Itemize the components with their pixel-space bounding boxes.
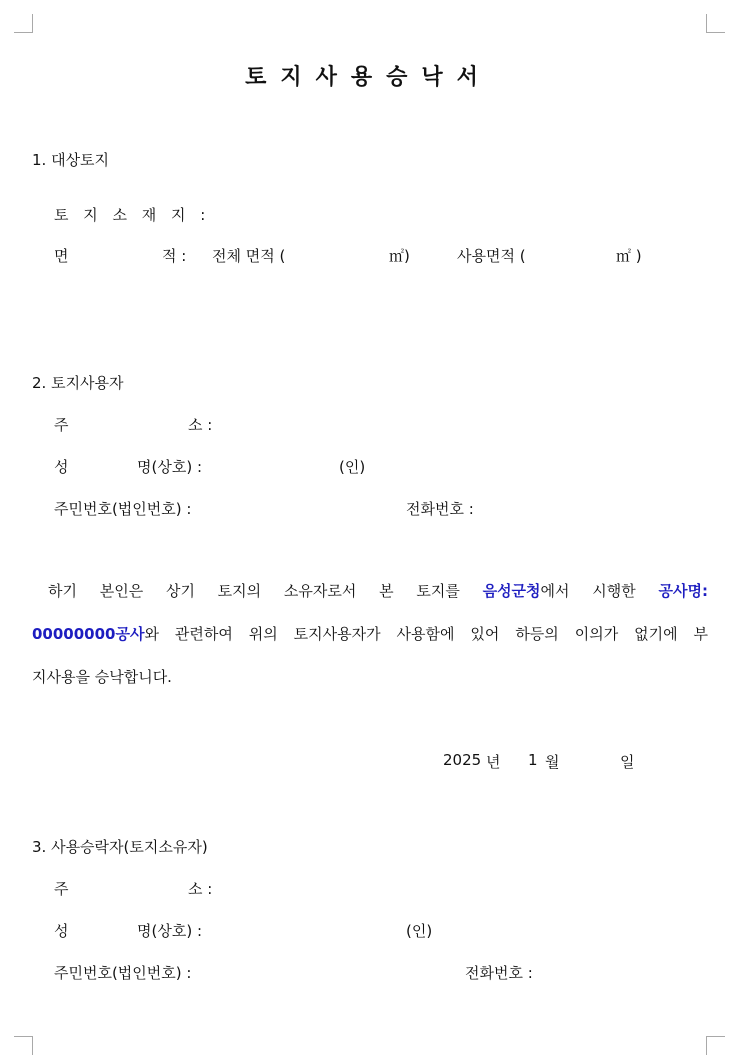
user-phone-label: 전화번호 : [406, 500, 474, 518]
consent-line-1 [32, 570, 708, 613]
document-title: 토지사용승낙서 [245, 65, 492, 90]
agency-name: 음성군청 [482, 582, 541, 600]
project-label: 공사명: [658, 582, 708, 600]
user-address-label-left: 주 [54, 416, 69, 434]
date-month: 1 [528, 751, 538, 769]
total-area-unit: ㎡) [389, 247, 410, 265]
user-name-label-right: 명(상호) : [137, 458, 202, 476]
consent-text-part: 와 관련하여 위의 토지사용자가 사용함에 있어 하등의 이의가 없기에 부 [144, 625, 708, 643]
project-name: 00000000공사 [32, 625, 145, 643]
page-corner-mark-bottom-left [14, 1036, 33, 1055]
date-year-label: 년 [486, 753, 501, 771]
land-location-label: 토 지 소 재 지 : [54, 206, 211, 224]
owner-address-label-right: 소 : [188, 880, 213, 898]
area-label-right: 적 : [162, 247, 187, 265]
owner-address-label-left: 주 [54, 880, 69, 898]
consent-text-part: 에서 시행한 [540, 582, 659, 600]
section2-heading: 2. 토지사용자 [32, 374, 124, 392]
page-corner-mark-bottom-right [706, 1036, 725, 1055]
user-id-number-label: 주민번호(법인번호) : [54, 500, 192, 518]
date-month-label: 월 [545, 753, 560, 771]
user-seal-mark: (인) [339, 458, 366, 476]
section3-heading: 3. 사용승락자(토지소유자) [32, 838, 208, 856]
owner-seal-mark: (인) [406, 922, 433, 940]
consent-line-3: 지사용을 승낙합니다. [32, 668, 172, 686]
area-label-left: 면 [54, 247, 69, 265]
owner-name-label-left: 성 [54, 922, 69, 940]
user-address-label-right: 소 : [188, 416, 213, 434]
date-day-label: 일 [620, 753, 635, 771]
page-corner-mark-top-right [706, 14, 725, 33]
page-corner-mark-top-left [14, 14, 33, 33]
consent-paragraph [32, 570, 708, 699]
consent-line-2 [32, 613, 708, 656]
use-area-label: 사용면적 ( [457, 247, 526, 265]
owner-phone-label: 전화번호 : [465, 964, 533, 982]
date-year: 2025 [443, 751, 482, 769]
consent-text-part: 하기 본인은 상기 토지의 소유자로서 본 토지를 [48, 582, 483, 600]
use-area-unit: ㎡ ) [616, 247, 642, 265]
owner-name-label-right: 명(상호) : [137, 922, 202, 940]
total-area-label: 전체 면적 ( [212, 247, 286, 265]
owner-id-number-label: 주민번호(법인번호) : [54, 964, 192, 982]
section1-heading: 1. 대상토지 [32, 151, 110, 169]
user-name-label-left: 성 [54, 458, 69, 476]
